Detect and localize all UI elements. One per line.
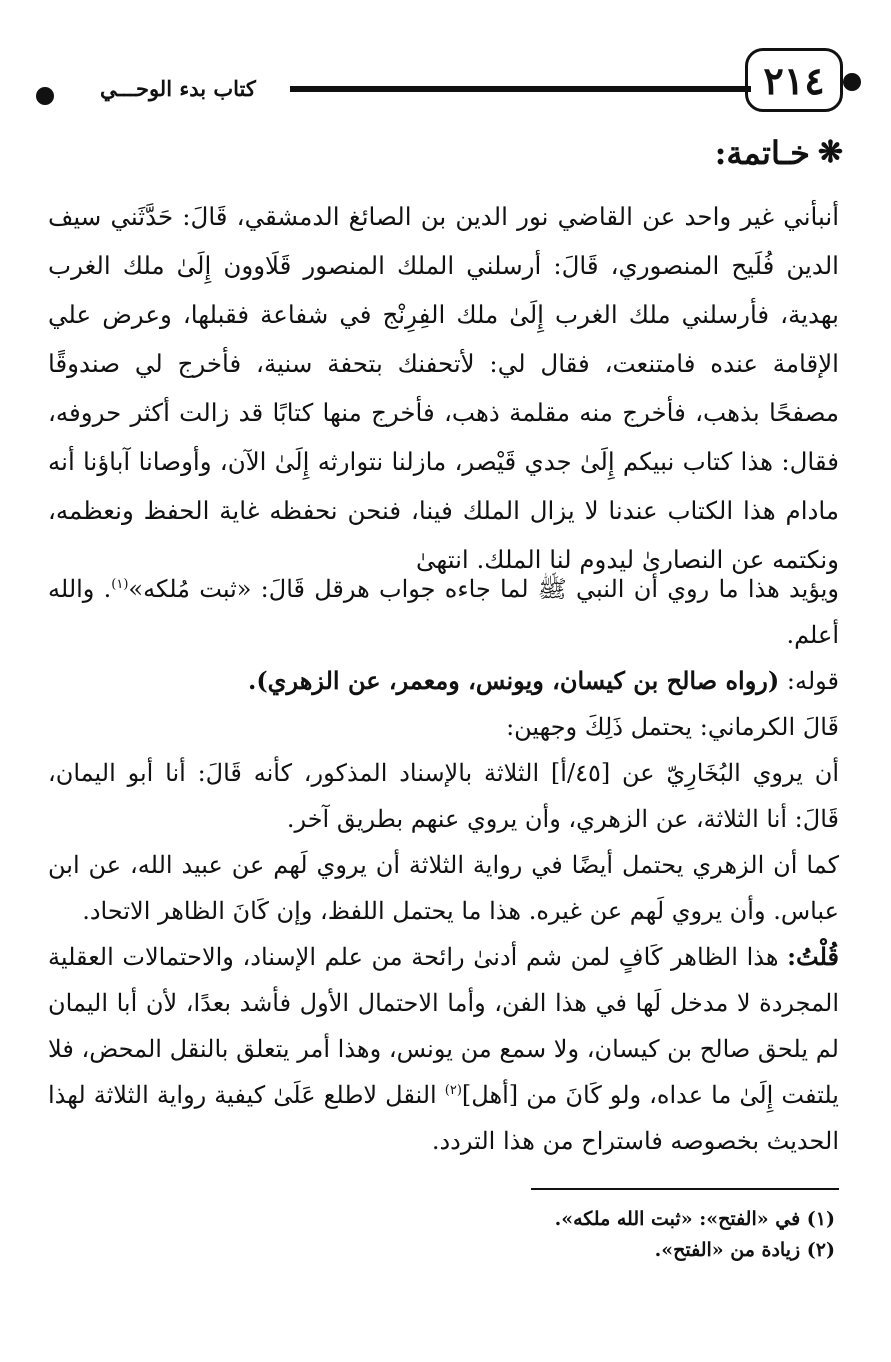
footnote-ref-2[interactable]: (٢)	[444, 1083, 462, 1098]
kirmani-paragraph: قَالَ الكرماني: يحتمل ذَلِكَ وجهين:	[506, 713, 839, 741]
footnotes	[555, 1204, 835, 1266]
qultu-text: هذا الظاهر كَافٍ لمن شم أدنىٰ رائحة من علم الإسناد، والاحتمالات العقلية المجردة لا مدخل لَها في هذا الفن، وأما الاحتمال الأول فأشد بعدًا، لأن أبا اليمان لم يلحق صالح بن كيسان، ولا سمع من يونس، وهذا أمر يتعلق بالنقل المحض، فلا يلتفت إِلَىٰ ما عداه، ولو كَانَ من [أهل]	[48, 943, 839, 1109]
qawluh-quote: (رواه صالح بن كيسان، ويونس، ومعمر، عن الزهري).	[247, 666, 780, 695]
qawluh-lead: قوله:	[779, 667, 839, 695]
running-title: كتاب بدء الوحـــي	[100, 76, 256, 101]
second-way-paragraph: كما أن الزهري يحتمل أيضًا في رواية الثلاثة أن يروي لَهم عن عبيد الله، عن ابن عباس. وأن يروي لَهم عن غيره. هذا ما يحتمل اللفظ، وإن كَانَ الظاهر الاتحاد.	[48, 851, 839, 925]
header-left-dot-icon	[36, 87, 54, 105]
header-right-dot-icon	[843, 73, 861, 91]
footnote-2: (٢) زيادة من «الفتح».	[654, 1239, 835, 1261]
narrative-paragraph: أنبأني غير واحد عن القاضي نور الدين بن الصائغ الدمشقي، قَالَ: حَدَّثَني سيف الدين فُلَيح المنصوري، قَالَ: أرسلني الملك المنصور قَلَاوون إِلَىٰ ملك الغرب بهدية، فأرسلني ملك الغرب إِلَىٰ ملك الفِرِنْج في شفاعة فقبلها، وعرض علي الإقامة عنده فامتنعت، فقال لي: لأتحفنك بتحفة سنية، فأخرج لي صندوقًا مصفحًا بذهب، فأخرج منه مقلمة ذهب، فأخرج منها كتابًا قد زالت أكثر حروفه، فقال: هذا كتاب نبيكم إِلَىٰ جدي قَيْصر، مازلنا نتوارثه إِلَىٰ الآن، وأوصانا آباؤنا أنه مادام هذا الكتاب عندنا لا يزال الملك فينا، فنحن نحفظه غاية الحفظ ونعظمه، ونكتمه عن النصارىٰ ليدوم لنا الملك. انتهىٰ	[48, 202, 839, 574]
page-number: ٢١٤	[745, 48, 843, 112]
star-icon: ❋	[817, 135, 843, 170]
hiraql-tail: . والله أعلم.	[48, 575, 839, 649]
commentary-text-block	[48, 566, 839, 1164]
qultu-lead: قُلْتُ:	[787, 942, 839, 971]
hiraql-paragraph	[48, 566, 839, 658]
hiraql-text: ويؤيد هذا ما روي أن النبي ﷺ لما جاءه جواب هرقل قَالَ: «ثبت مُلكه»	[128, 575, 839, 603]
footnote-separator	[531, 1188, 839, 1190]
qultu-paragraph	[48, 934, 839, 1164]
first-way-paragraph: أن يروي البُخَارِيّ عن [٤٥/أ] الثلاثة بالإسناد المذكور، كأنه قَالَ: أنا أبو اليمان، قَالَ: أنا الثلاثة، عن الزهري، وأن يروي عنهم بطريق آخر.	[48, 759, 839, 833]
qawluh-paragraph	[48, 658, 839, 704]
footnote-ref-1[interactable]: (١)	[111, 577, 129, 592]
footnote-1: (١) في «الفتح»: «ثبت الله ملكه».	[554, 1208, 835, 1230]
main-text-block	[48, 192, 839, 584]
page-header	[30, 40, 831, 130]
section-title: خـاتمة:	[714, 134, 810, 172]
header-rule	[290, 86, 751, 92]
section-heading	[715, 134, 843, 172]
qultu-text-end: النقل لاطلع عَلَىٰ كيفية رواية الثلاثة لهذا الحديث بخصوصه فاستراح من هذا التردد.	[48, 1081, 839, 1155]
